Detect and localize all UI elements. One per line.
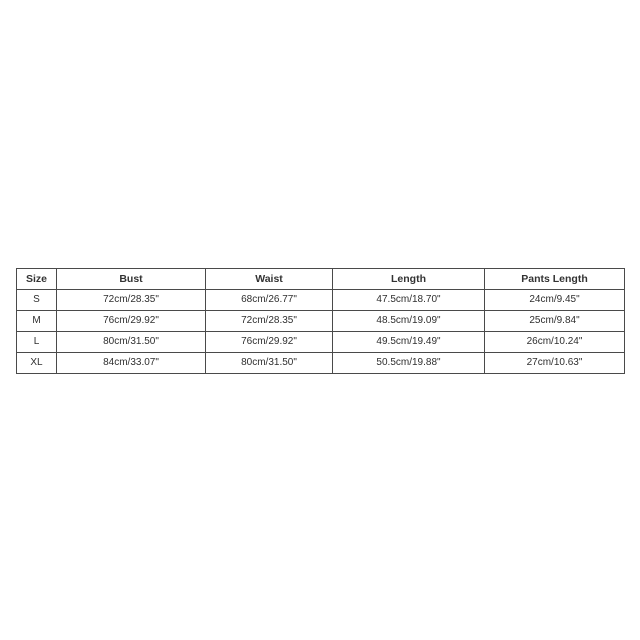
header-cell-waist: Waist — [206, 269, 333, 290]
table-row-s — [17, 290, 625, 311]
length-cell: 47.5cm/18.70" — [333, 290, 485, 311]
size-cell: S — [17, 290, 57, 311]
waist-cell: 80cm/31.50" — [206, 353, 333, 374]
size-chart-table — [16, 268, 625, 374]
waist-cell: 72cm/28.35" — [206, 311, 333, 332]
pants-length-cell: 25cm/9.84" — [485, 311, 625, 332]
size-cell: L — [17, 332, 57, 353]
length-cell: 49.5cm/19.49" — [333, 332, 485, 353]
size-cell: XL — [17, 353, 57, 374]
pants-length-cell: 24cm/9.45" — [485, 290, 625, 311]
bust-cell: 80cm/31.50" — [57, 332, 206, 353]
pants-length-cell: 27cm/10.63" — [485, 353, 625, 374]
header-cell-bust: Bust — [57, 269, 206, 290]
table-row-xl — [17, 353, 625, 374]
waist-cell: 76cm/29.92" — [206, 332, 333, 353]
table-row-m — [17, 311, 625, 332]
waist-cell: 68cm/26.77" — [206, 290, 333, 311]
header-row — [17, 269, 625, 290]
length-cell: 50.5cm/19.88" — [333, 353, 485, 374]
bust-cell: 84cm/33.07" — [57, 353, 206, 374]
size-cell: M — [17, 311, 57, 332]
header-cell-length: Length — [333, 269, 485, 290]
table-row-l — [17, 332, 625, 353]
header-cell-pants-length: Pants Length — [485, 269, 625, 290]
bust-cell: 72cm/28.35" — [57, 290, 206, 311]
bust-cell: 76cm/29.92" — [57, 311, 206, 332]
length-cell: 48.5cm/19.09" — [333, 311, 485, 332]
header-cell-size: Size — [17, 269, 57, 290]
pants-length-cell: 26cm/10.24" — [485, 332, 625, 353]
